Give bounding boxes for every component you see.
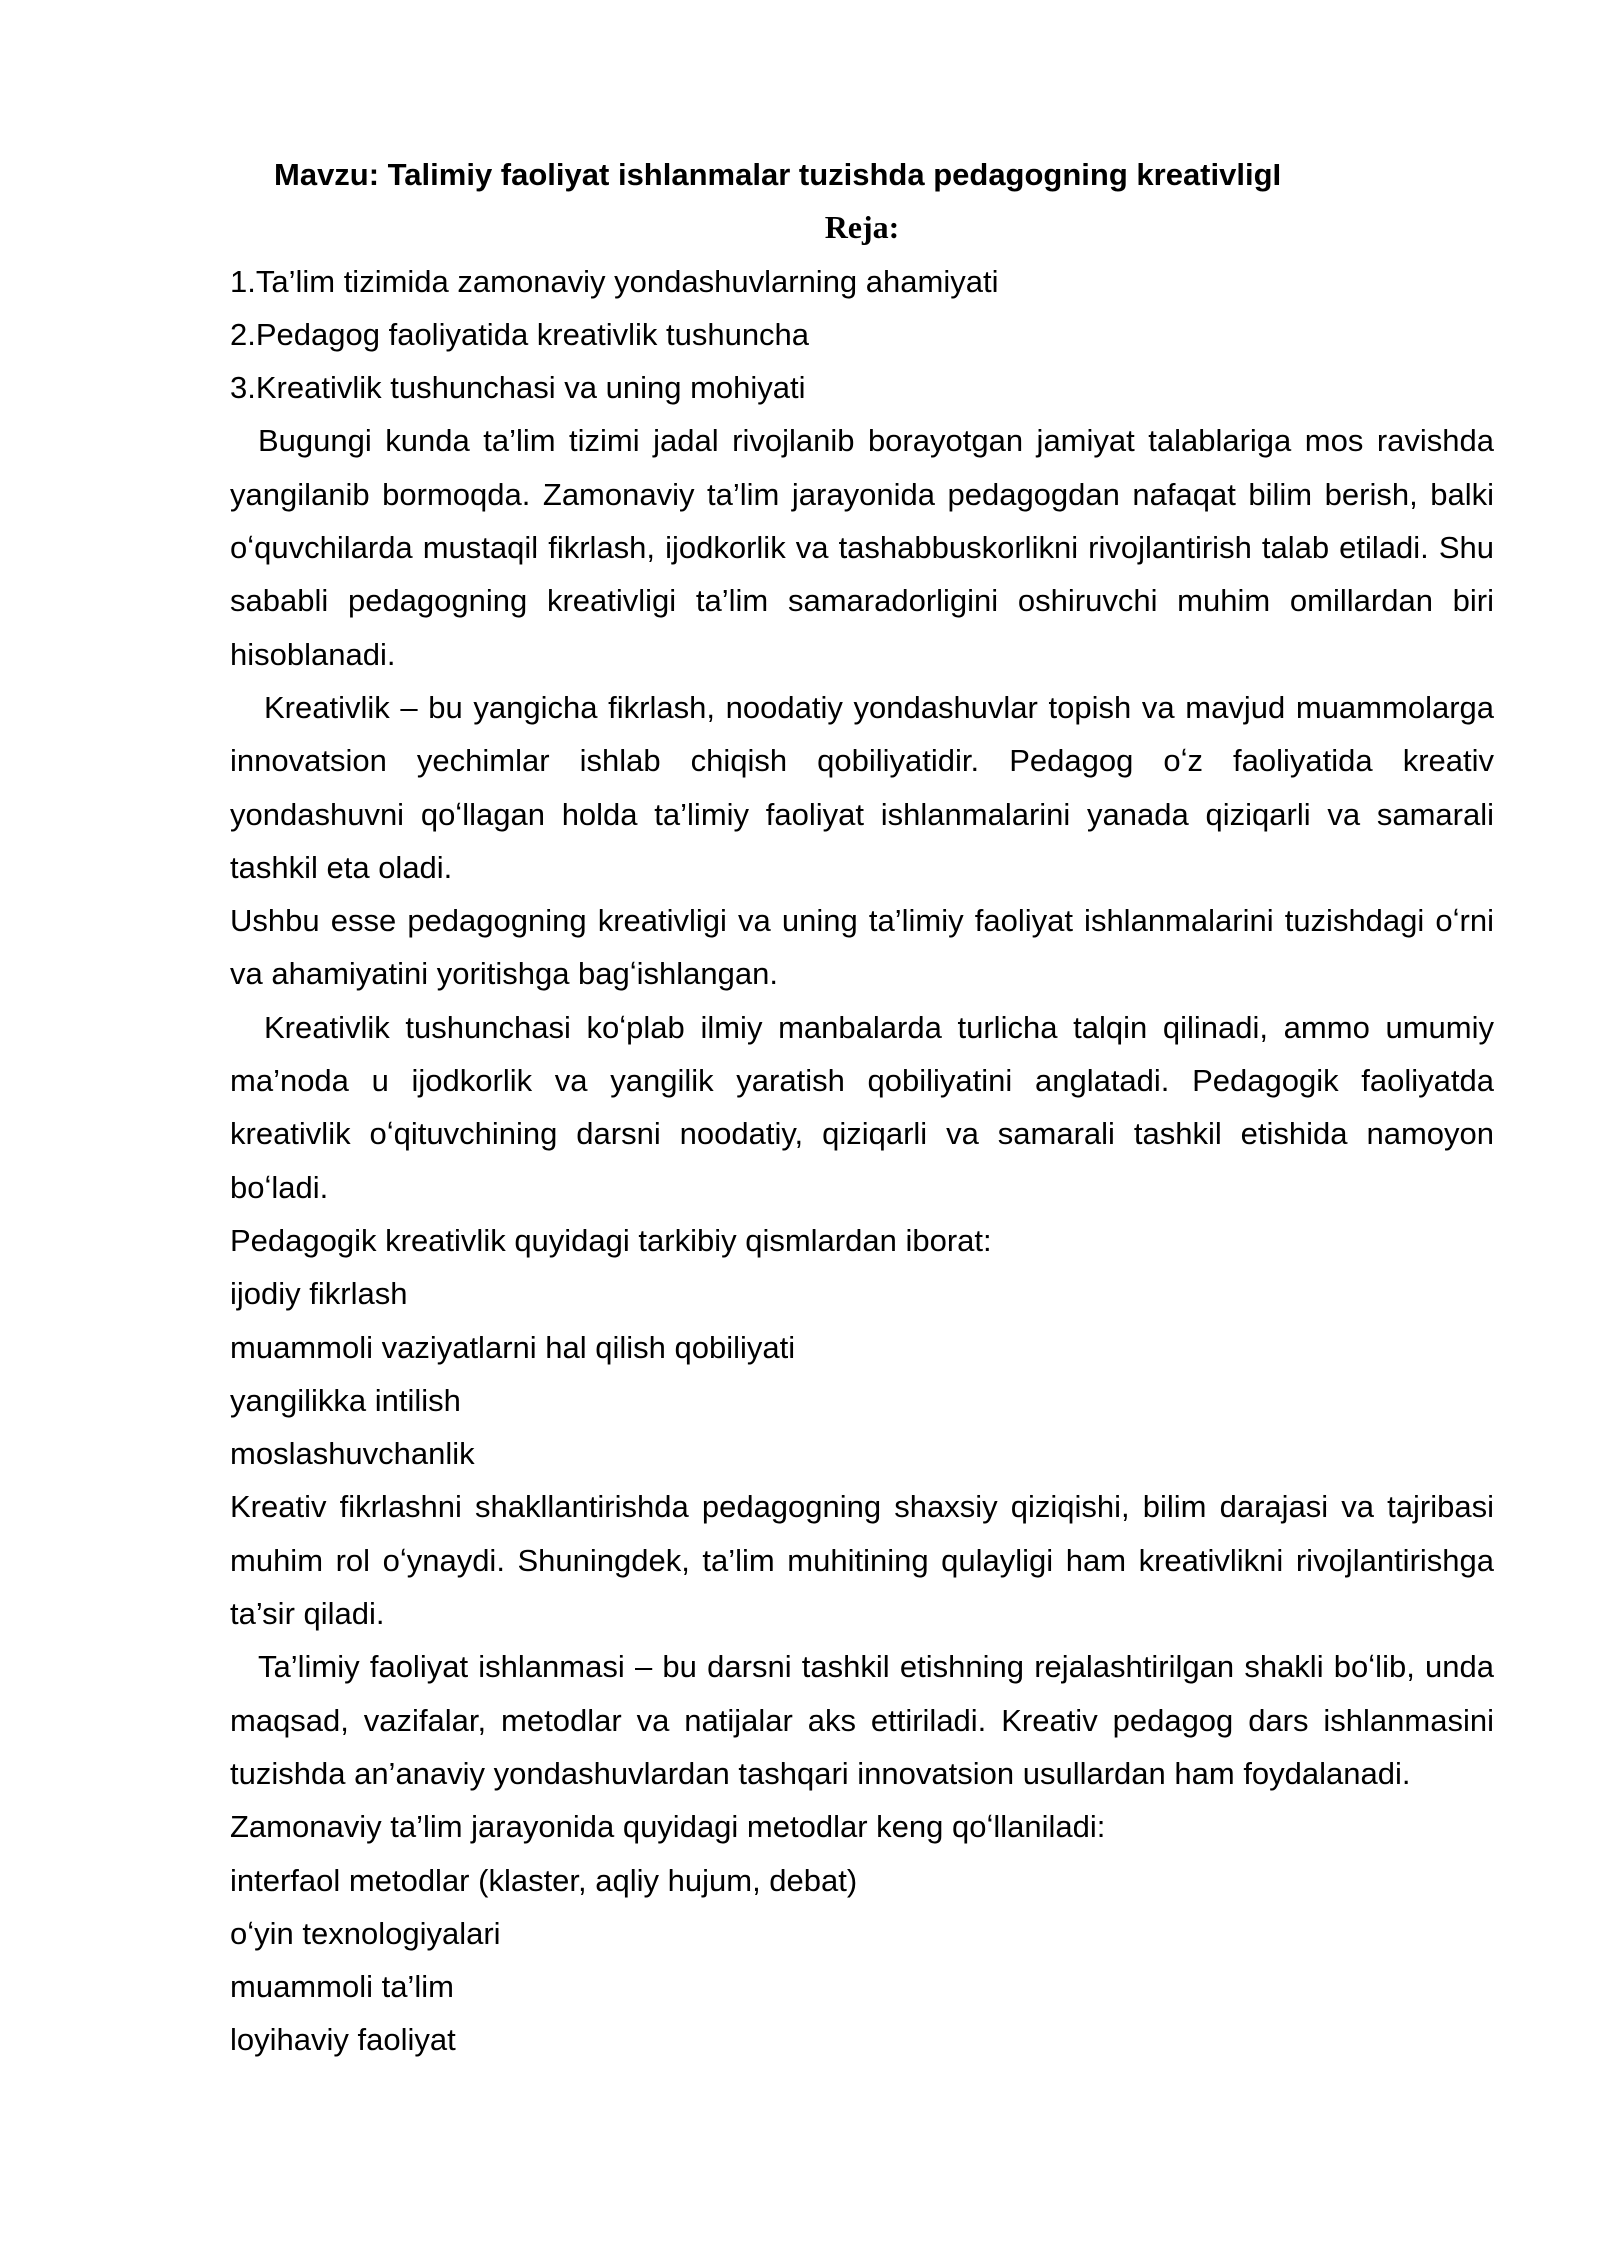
- list-item: muammoli vaziyatlarni hal qilish qobiliyati: [230, 1329, 796, 1365]
- list-item: loyihaviy faoliyat: [230, 2022, 456, 2058]
- plan-item: 1.Ta’lim tizimida zamonaviy yondashuvlarning ahamiyati: [230, 263, 999, 299]
- paragraph: Kreativlik – bu yangicha fikrlash, noodatiy yondashuvlar topish va mavjud muammolarga innovatsion yechimlar ishlab chiqish qobiliyatidir. Pedagog oʻz faoliyatida kreativ yondashuvni qoʻllagan holda ta’limiy faoliyat ishlanmalarini yanada qiziqarli va samarali tashkil eta oladi.: [230, 689, 1494, 885]
- plan-item: 3.Kreativlik tushunchasi va uning mohiyati: [230, 370, 806, 406]
- document-title: Mavzu: Talimiy faoliyat ishlanmalar tuzishda pedagogning kreativligI: [274, 157, 1282, 192]
- list-item: yangilikka intilish: [230, 1382, 461, 1418]
- paragraph: Zamonaviy ta’lim jarayonida quyidagi metodlar keng qoʻllaniladi:: [230, 1809, 1106, 1845]
- list-item: muammoli ta’lim: [230, 1969, 454, 2005]
- list-item: oʻyin texnologiyalari: [230, 1915, 501, 1951]
- paragraph: Kreativ fikrlashni shakllantirishda pedagogning shaxsiy qiziqishi, bilim darajasi va tajribasi muhim rol oʻynaydi. Shuningdek, ta’lim muhitining qulayligi ham kreativlikni rivojlantirishga ta’sir qiladi.: [230, 1489, 1494, 1632]
- document-body: [230, 148, 1494, 2067]
- paragraph: Ushbu esse pedagogning kreativligi va uning ta’limiy faoliyat ishlanmalarini tuzishdagi oʻrni va ahamiyatini yoritishga bagʻishlangan.: [230, 903, 1494, 992]
- plan-heading: Reja:: [824, 209, 900, 246]
- paragraph: Kreativlik tushunchasi koʻplab ilmiy manbalarda turlicha talqin qilinadi, ammo umumiy ma’noda u ijodkorlik va yangilik yaratish qobiliyatini anglatadi. Pedagogik faoliyatda kreativlik oʻqituvchining darsni noodatiy, qiziqarli va samarali tashkil etishida namoyon boʻladi.: [230, 1009, 1494, 1205]
- list-item: ijodiy fikrlash: [230, 1276, 408, 1312]
- list-item: moslashuvchanlik: [230, 1436, 475, 1472]
- paragraph: Ta’limiy faoliyat ishlanmasi – bu darsni tashkil etishning rejalashtirilgan shakli boʻlib, unda maqsad, vazifalar, metodlar va natijalar aks ettiriladi. Kreativ pedagog dars ishlanmasini tuzishda an’anaviy yondashuvlardan tashqari innovatsion usullardan ham foydalanadi.: [230, 1649, 1494, 1791]
- list-item: interfaol metodlar (klaster, aqliy hujum, debat): [230, 1862, 858, 1898]
- paragraph: Bugungi kunda ta’lim tizimi jadal rivojlanib borayotgan jamiyat talablariga mos ravishda yangilanib bormoqda. Zamonaviy ta’lim jarayonida pedagogdan nafaqat bilim berish, balki oʻquvchilarda mustaqil fikrlash, ijodkorlik va tashabbuskorlikni rivojlantirish talab etiladi. Shu sababli pedagogning kreativligi ta’lim samaradorligini oshiruvchi muhim omillardan biri hisoblanadi.: [230, 423, 1494, 672]
- paragraph: Pedagogik kreativlik quyidagi tarkibiy qismlardan iborat:: [230, 1222, 992, 1258]
- plan-item: 2.Pedagog faoliyatida kreativlik tushuncha: [230, 316, 810, 352]
